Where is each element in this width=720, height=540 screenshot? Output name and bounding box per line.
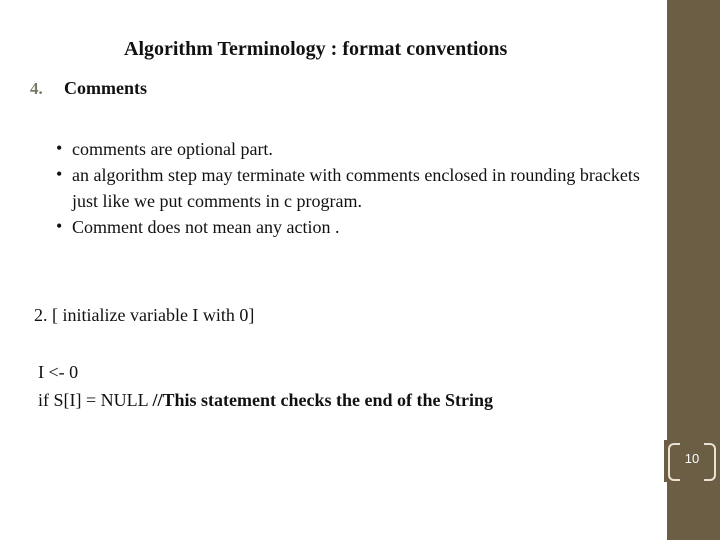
page-number: 10 — [684, 451, 700, 466]
bullet-icon: • — [56, 138, 63, 158]
step-line: 2. [ initialize variable I with 0] — [34, 305, 255, 325]
code-line-2 — [38, 390, 493, 411]
bullet-icon: • — [56, 164, 63, 184]
slide-title: Algorithm Terminology : format conventions — [124, 38, 508, 60]
section-label: Comments — [64, 78, 147, 98]
code-line-2-code: if S[I] = NULL — [38, 390, 153, 410]
bullet-item — [56, 162, 656, 214]
bullet-icon: • — [56, 216, 63, 236]
bullet-list — [56, 136, 656, 240]
code-line-2-comment: //This statement checks the end of the String — [152, 390, 493, 410]
bullet-item — [56, 214, 656, 240]
bullet-item — [56, 136, 656, 162]
code-line-1: I <- 0 — [38, 362, 79, 382]
bullet-text: an algorithm step may terminate with comments enclosed in rounding brackets just like we put comments in c program. — [72, 165, 640, 211]
bullet-text: Comment does not mean any action . — [72, 217, 340, 237]
page-number-box — [664, 440, 720, 482]
bullet-text: comments are optional part. — [72, 139, 273, 159]
section-number: 4. — [30, 79, 43, 98]
